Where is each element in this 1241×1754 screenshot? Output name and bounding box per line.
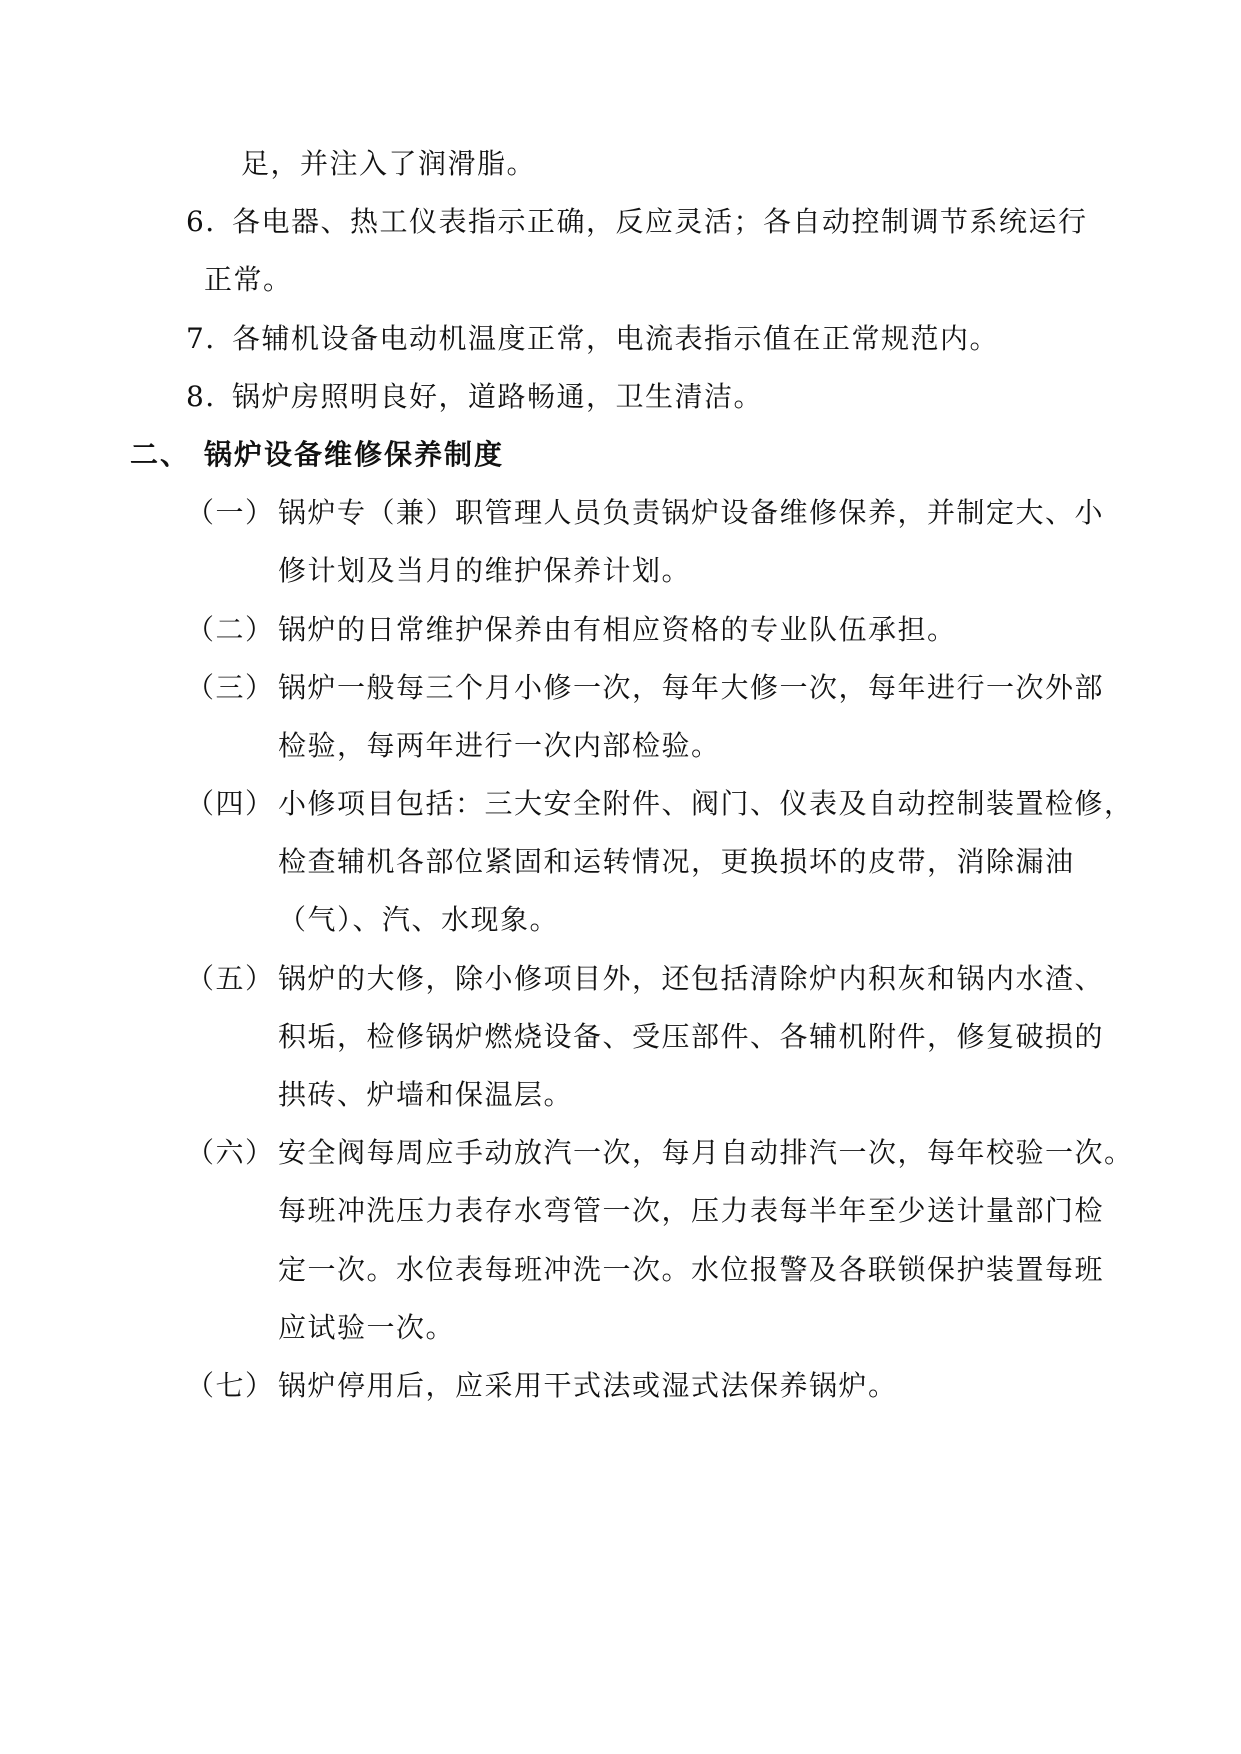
section-number: 二、 (130, 438, 191, 471)
item-3-cont: 检验，每两年进行一次内部检验。 (278, 729, 721, 762)
checklist-item-8 (186, 379, 763, 415)
item-2 (186, 612, 957, 648)
item-5 (186, 961, 1104, 997)
item-text: 锅炉停用后，应采用干式法或湿式法保养锅炉。 (278, 1369, 898, 1402)
item-text: 小修项目包括：三大安全附件、阀门、仪表及自动控制装置检修， (278, 787, 1134, 820)
item-1-cont: 修计划及当月的维护保养计划。 (278, 554, 692, 587)
item-5-cont: 拱砖、炉墙和保温层。 (278, 1078, 574, 1111)
item-number: 6． (186, 205, 235, 238)
checklist-item-6-cont: 正常。 (204, 263, 293, 296)
item-text: 锅炉的日常维护保养由有相应资格的专业队伍承担。 (278, 613, 957, 646)
item-text: 安全阀每周应手动放汽一次，每月自动排汽一次，每年校验一次。 (278, 1136, 1134, 1169)
item-6-cont: 应试验一次。 (278, 1311, 456, 1344)
item-5-cont: 积垢，检修锅炉燃烧设备、受压部件、各辅机附件，修复破损的 (278, 1020, 1105, 1053)
section-heading (130, 437, 504, 473)
item-6-cont: 定一次。水位表每班冲洗一次。水位报警及各联锁保护装置每班 (278, 1253, 1105, 1286)
item-4 (186, 786, 1134, 822)
continuation-line: 足，并注入了润滑脂。 (241, 147, 537, 180)
item-number: （四） (186, 787, 275, 820)
item-number: （三） (186, 671, 275, 704)
item-text: 锅炉专（兼）职管理人员负责锅炉设备维修保养，并制定大、小 (278, 496, 1105, 529)
item-text: 锅炉房照明良好，道路畅通，卫生清洁。 (232, 380, 764, 413)
item-number: （七） (186, 1369, 275, 1402)
item-7 (186, 1368, 898, 1404)
item-text: 各辅机设备电动机温度正常，电流表指示值在正常规范内。 (232, 322, 1000, 355)
item-4-cont: 检查辅机各部位紧固和运转情况，更换损坏的皮带，消除漏油 (278, 845, 1075, 878)
item-text: 锅炉的大修，除小修项目外，还包括清除炉内积灰和锅内水渣、 (278, 962, 1105, 995)
item-6 (186, 1135, 1134, 1171)
item-number: （六） (186, 1136, 275, 1169)
item-text: 锅炉一般每三个月小修一次，每年大修一次，每年进行一次外部 (278, 671, 1105, 704)
checklist-item-6 (186, 204, 1088, 240)
item-6-cont: 每班冲洗压力表存水弯管一次，压力表每半年至少送计量部门检 (278, 1194, 1105, 1227)
item-4-cont: （气）、汽、水现象。 (278, 903, 560, 936)
section-title: 锅炉设备维修保养制度 (204, 438, 505, 471)
item-number: 8． (186, 380, 235, 413)
checklist-item-7 (186, 321, 999, 357)
item-3 (186, 670, 1104, 706)
item-text: 各电器、热工仪表指示正确，反应灵活；各自动控制调节系统运行 (232, 205, 1088, 238)
item-number: （五） (186, 962, 275, 995)
item-1 (186, 495, 1104, 531)
item-number: （二） (186, 613, 275, 646)
item-number: （一） (186, 496, 275, 529)
item-number: 7． (186, 322, 235, 355)
